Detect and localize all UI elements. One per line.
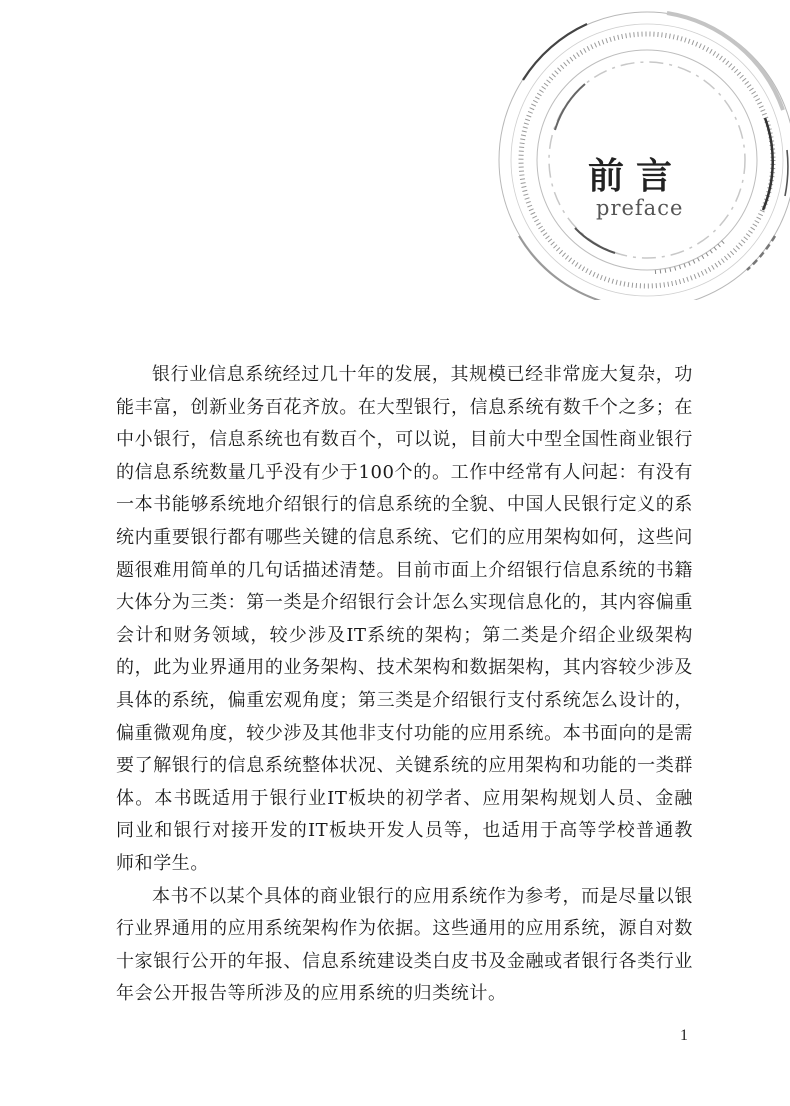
inner-dark-arc-bottom: [575, 228, 615, 253]
right-fragment-1: [785, 150, 788, 196]
bottom-ticks: [655, 240, 725, 272]
body-text: [116, 359, 693, 1011]
paragraph-2: 本书不以某个具体的商业银行的应用系统作为参考，而是尽量以银行业界通用的应用系统架构作为依据。这些通用的应用系统，源自对数十家银行公开的年报、信息系统建设类白皮书及金融或者银行各类行业年会公开报告等所涉及的应用系统的归类统计。: [116, 885, 693, 1005]
inner-dark-arc-left: [555, 84, 585, 130]
decorative-circles: [495, 0, 790, 300]
page-subtitle: preface: [596, 196, 684, 220]
page-number: 1: [680, 1027, 688, 1044]
paragraph-1: 银行业信息系统经过几十年的发展，其规模已经非常庞大复杂，功能丰富，创新业务百花齐放。在大型银行，信息系统有数千个之多；在中小银行，信息系统也有数百个，可以说，目前大中型全国性商业银行的信息系统数量几乎没有少于100个的。工作中经常有人问起：有没有一本书能够系统地介绍银行的信息系统的全貌、中国人民银行定义的系统内重要银行都有哪些关键的信息系统、它们的应用架构如何，这些问题很难用简单的几句话描述清楚。目前市面上介绍银行信息系统的书籍大体分为三类：第一类是介绍银行会计怎么实现信息化的，其内容偏重会计和财务领域，较少涉及IT系统的架构；第二类是介绍企业级架构的，此为业界通用的业务架构、技术架构和数据架构，其内容较少涉及具体的系统，偏重宏观角度；第三类是介绍银行支付系统怎么设计的，偏重微观角度，较少涉及其他非支付功能的应用系统。本书面向的是需要了解银行的信息系统整体状况、关键系统的应用架构和功能的一类群体。本书既适用于银行业IT板块的初学者、应用架构规划人员、金融同业和银行对接开发的IT板块开发人员等，也适用于高等学校普通教师和学生。: [116, 364, 693, 874]
page-title: 前言: [588, 155, 685, 197]
outer-thick-arc: [667, 13, 783, 110]
